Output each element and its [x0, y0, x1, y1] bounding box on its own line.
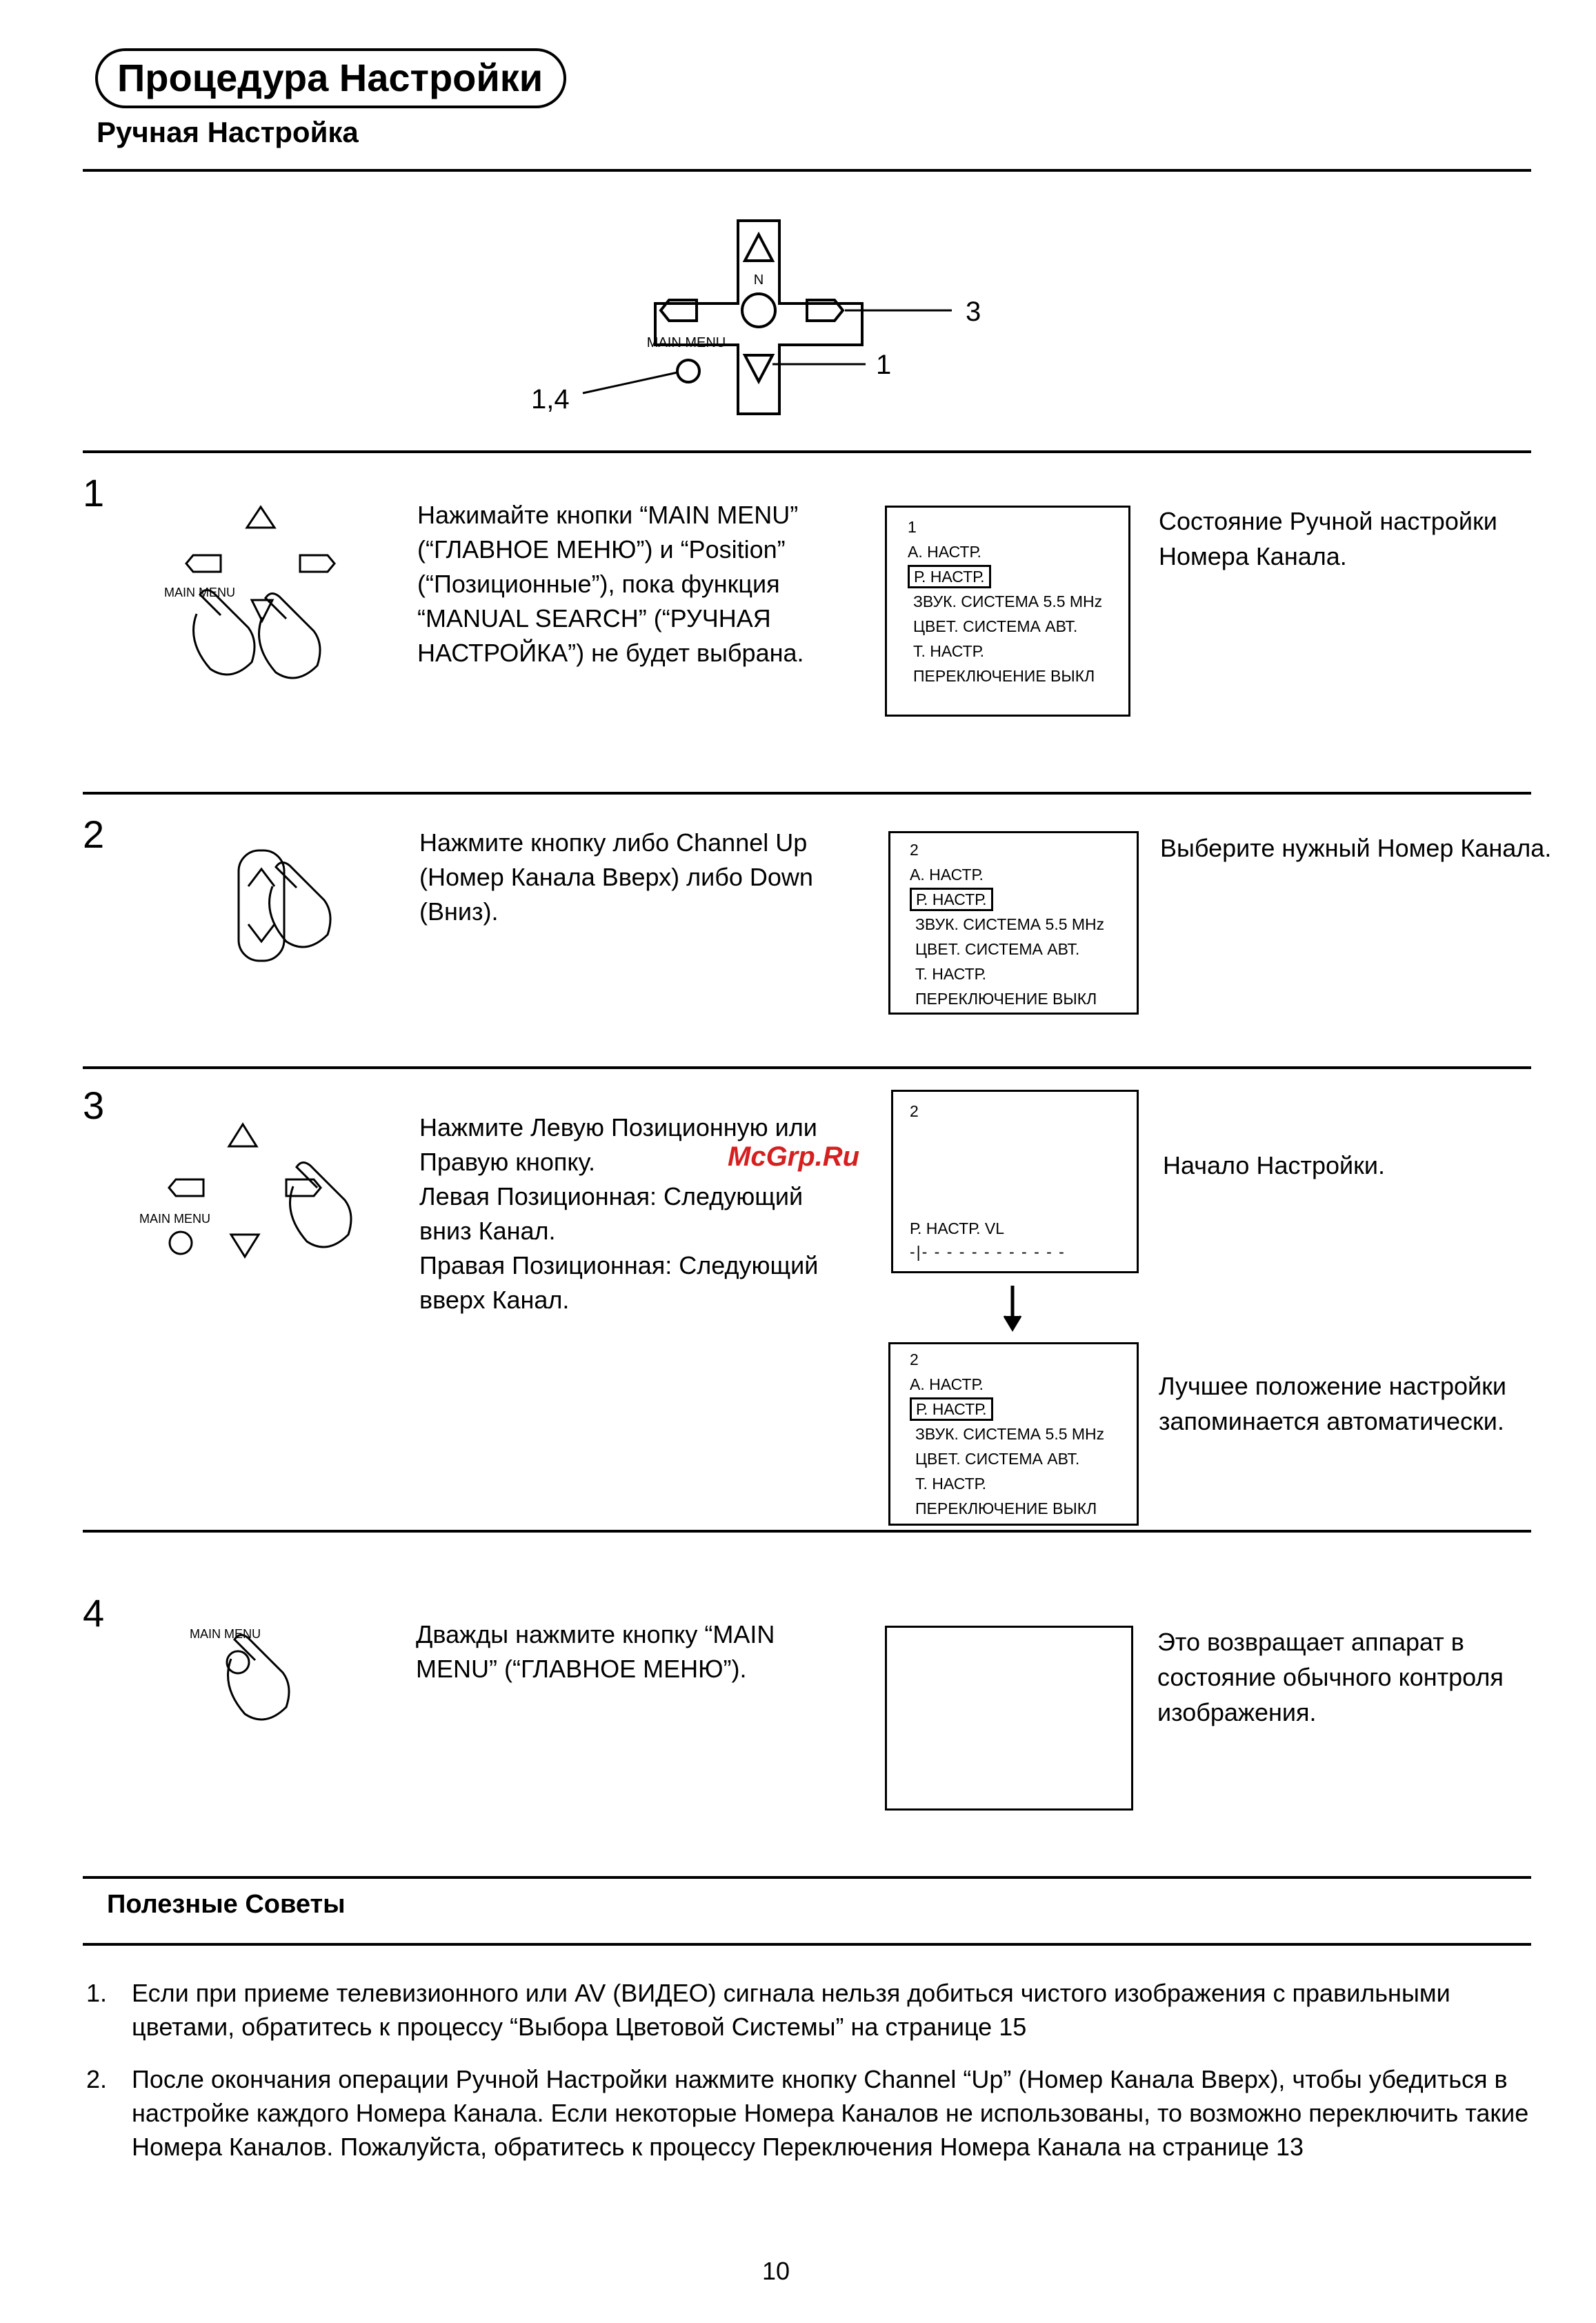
step-description: Это возвращает аппарат в состояние обычного контроля изображения. — [1157, 1628, 1504, 1726]
up-arrow-icon — [247, 507, 275, 528]
down-arrow-icon — [745, 355, 772, 381]
pressing-hand-icon — [290, 1162, 352, 1247]
menu-item: ЦВЕТ. СИСТЕМА АВТ. — [915, 940, 1080, 958]
tip-text: После окончания операции Ручной Настройки нажмите кнопку Channel “Up” (Номер Канала Вверх), чтобы убедиться в настройке каждого Номера Канала. Если некоторые Номера Каналов не использованы, то возможно переключить такие Номера Каналов. Пожалуйста, обратитесь к процессу Переключения Номера Канала на странице 13 — [132, 2065, 1529, 2161]
step-number: 2 — [83, 812, 105, 856]
main-menu-label: MAIN MENU — [646, 335, 726, 350]
step-divider-2 — [83, 792, 1531, 795]
callout-1-4: 1,4 — [531, 384, 570, 415]
step2-channel-button-icon — [228, 838, 379, 976]
menu-item: ПЕРЕКЛЮЧЕНИЕ ВЫКЛ — [915, 1499, 1097, 1517]
menu-item: А. НАСТР. — [910, 866, 984, 884]
tuning-status: Р. НАСТР. VL — [910, 1219, 1005, 1237]
callout-1: 1 — [876, 350, 892, 380]
tuning-progress: -|- - - - - - - - - - - - — [910, 1243, 1066, 1261]
pressing-hand-icon — [228, 1635, 290, 1719]
blank-screen — [885, 1626, 1133, 1811]
menu-item: ЗВУК. СИСТЕМА 5.5 MHz — [915, 915, 1105, 933]
step-instruction: Нажимайте кнопки “MAIN MENU” (“ГЛАВНОЕ МЕНЮ”) и “Position” (“Позиционные”), пока функция “MANUAL SEARCH” (“РУЧНАЯ НАСТРОЙКА”) не будет выбрана. — [417, 501, 804, 667]
center-button — [742, 294, 775, 327]
up-arrow-icon — [229, 1124, 257, 1146]
tip-number: 2. — [86, 2065, 108, 2093]
menu-item-selected: Р. НАСТР. — [908, 565, 991, 588]
main-menu-button — [677, 360, 699, 382]
chevron-up-icon — [248, 869, 275, 886]
left-arrow-icon — [169, 1179, 203, 1196]
menu-item: ЗВУК. СИСТЕМА 5.5 MHz — [915, 1425, 1105, 1443]
step3-remote-icon — [138, 1110, 386, 1283]
step-instruction: Дважды нажмите кнопку “MAIN MENU” (“ГЛАВНОЕ МЕНЮ”). — [416, 1620, 775, 1683]
screen-channel: 2 — [910, 841, 919, 859]
menu-item: Т. НАСТР. — [913, 642, 985, 660]
pressing-hand-icon — [270, 862, 331, 947]
tip-item — [86, 2062, 1542, 2164]
main-menu-label: MAIN MENU — [164, 586, 235, 599]
left-arrow-icon — [186, 555, 221, 572]
tips-divider-top — [83, 1876, 1531, 1879]
right-arrow-icon — [300, 555, 335, 572]
tuning-screen — [891, 1090, 1139, 1273]
menu-item: Т. НАСТР. — [915, 1475, 987, 1493]
menu-screen — [888, 1342, 1139, 1526]
menu-item-selected: Р. НАСТР. — [910, 888, 993, 911]
pressing-hand-icon — [259, 593, 321, 678]
menu-screen — [888, 831, 1139, 1015]
page-number: 10 — [762, 2257, 790, 2285]
tip-item — [86, 1976, 1542, 2044]
menu-item: ЗВУК. СИСТЕМА 5.5 MHz — [913, 592, 1103, 610]
watermark: McGrp.Ru — [728, 1141, 860, 1172]
step1-remote-icon — [159, 493, 407, 693]
step-instruction: Нажмите Левую Позиционную или Правую кнопку. Левая Позиционная: Следующий вниз Канал. Правая Позиционная: Следующий вверх Канал. — [419, 1113, 819, 1314]
up-arrow-icon — [745, 235, 772, 261]
step-description: Состояние Ручной настройки Номера Канала. — [1159, 507, 1497, 570]
down-arrow-icon — [999, 1284, 1026, 1333]
step-number: 4 — [83, 1591, 105, 1635]
step-instruction: Нажмите кнопку либо Channel Up (Номер Канала Вверх) либо Down (Вниз). — [419, 828, 813, 926]
menu-item: А. НАСТР. — [910, 1375, 984, 1393]
step-number: 3 — [83, 1084, 105, 1127]
menu-item-selected: Р. НАСТР. — [910, 1397, 993, 1421]
menu-item: ЦВЕТ. СИСТЕМА АВТ. — [913, 617, 1078, 635]
pressing-hand-icon — [194, 590, 255, 675]
chevron-down-icon — [248, 924, 275, 941]
step-divider-1 — [83, 450, 1531, 453]
section-subtitle: Ручная Настройка — [97, 116, 359, 148]
step4-main-menu-icon — [183, 1617, 335, 1748]
screen-channel: 1 — [908, 518, 917, 536]
down-arrow-icon — [231, 1235, 259, 1257]
step-divider-3 — [83, 1066, 1531, 1069]
menu-item: Т. НАСТР. — [915, 965, 987, 983]
menu-item: ПЕРЕКЛЮЧЕНИЕ ВЫКЛ — [913, 667, 1095, 685]
screen-channel: 2 — [910, 1350, 919, 1368]
remote-diagram — [517, 207, 1069, 435]
step-description: Лучшее положение настройки запоминается автоматически. — [1159, 1372, 1506, 1435]
page-title: Процедура Настройки — [95, 48, 566, 108]
menu-item: ЦВЕТ. СИСТЕМА АВТ. — [915, 1450, 1080, 1468]
tip-number: 1. — [86, 1979, 108, 2007]
cross-pad-outline — [655, 221, 862, 414]
menu-screen — [885, 506, 1130, 717]
step-description: Выберите нужный Номер Канала. — [1160, 834, 1552, 862]
main-menu-label: MAIN MENU — [190, 1627, 261, 1641]
callout-3: 3 — [966, 297, 981, 327]
step-description: Начало Настройки. — [1163, 1151, 1385, 1179]
main-menu-label: MAIN MENU — [139, 1212, 210, 1226]
menu-item: А. НАСТР. — [908, 543, 981, 561]
header-divider — [83, 169, 1531, 172]
menu-item: ПЕРЕКЛЮЧЕНИЕ ВЫКЛ — [915, 990, 1097, 1008]
step-number: 1 — [83, 471, 105, 515]
main-menu-button — [170, 1232, 192, 1254]
screen-channel: 2 — [910, 1102, 919, 1120]
tips-title: Полезные Советы — [107, 1890, 346, 1919]
n-label: N — [753, 272, 764, 288]
step-divider-4 — [83, 1530, 1531, 1533]
tips-divider-bottom — [83, 1943, 1531, 1946]
tip-text: Если при приеме телевизионного или AV (ВИДЕО) сигнала нельзя добиться чистого изображения с правильными цветами, обратитесь к процессу “Выбора Цветовой Системы” на странице 15 — [132, 1979, 1450, 2041]
callout-line-1-4 — [583, 372, 677, 393]
